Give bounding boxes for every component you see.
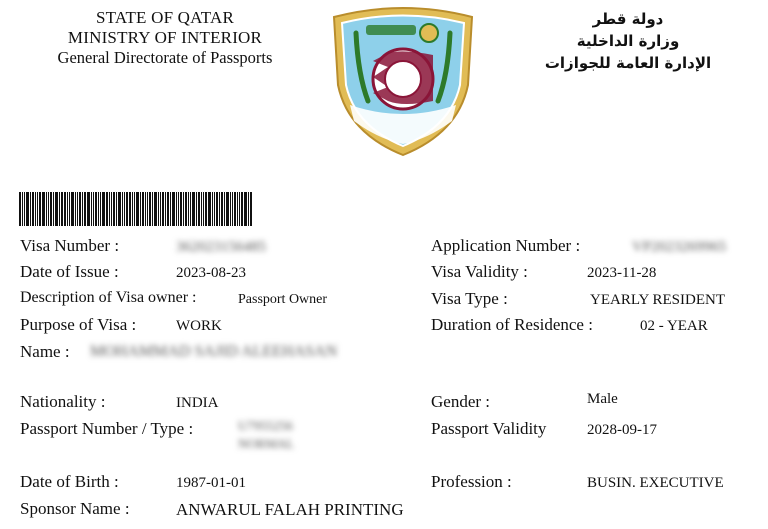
barcode-bar bbox=[59, 192, 60, 226]
barcode-bar bbox=[129, 192, 131, 226]
duration-label: Duration of Residence : bbox=[431, 315, 593, 334]
barcode-bar bbox=[230, 192, 231, 226]
barcode-bar bbox=[132, 192, 133, 226]
barcode-bar bbox=[250, 192, 252, 226]
barcode-bar bbox=[212, 192, 213, 226]
barcode-bar bbox=[145, 192, 146, 226]
barcode-bar bbox=[124, 192, 125, 226]
name-label: Name : bbox=[20, 342, 70, 361]
visa-validity-label: Visa Validity : bbox=[431, 262, 528, 281]
barcode-bar bbox=[226, 192, 229, 226]
barcode-bar bbox=[53, 192, 54, 226]
barcode-bar bbox=[180, 192, 182, 226]
barcode-bar bbox=[216, 192, 218, 226]
barcode-bar bbox=[95, 192, 97, 226]
barcode-bar bbox=[158, 192, 159, 226]
barcode-bar bbox=[113, 192, 115, 226]
barcode-bar bbox=[106, 192, 108, 226]
header-arabic bbox=[518, 8, 738, 74]
profession-value: BUSIN. EXECUTIVE bbox=[587, 475, 724, 491]
barcode-bar bbox=[98, 192, 99, 226]
barcode-bar bbox=[109, 192, 110, 226]
barcode-bar bbox=[19, 192, 21, 226]
passport-type-value: NORMAL bbox=[238, 436, 295, 451]
barcode-bar bbox=[172, 192, 175, 226]
visa-type-label: Visa Type : bbox=[431, 289, 508, 308]
barcode-bar bbox=[46, 192, 47, 226]
barcode bbox=[19, 192, 301, 226]
barcode-bar bbox=[244, 192, 247, 226]
barcode-bar bbox=[167, 192, 169, 226]
barcode-bar bbox=[165, 192, 166, 226]
nationality-label: Nationality : bbox=[20, 392, 106, 411]
barcode-bar bbox=[152, 192, 153, 226]
barcode-bar bbox=[196, 192, 197, 226]
barcode-bar bbox=[61, 192, 63, 226]
barcode-bar bbox=[142, 192, 144, 226]
barcode-bar bbox=[224, 192, 225, 226]
date-of-issue-label: Date of Issue : bbox=[20, 262, 119, 281]
barcode-bar bbox=[82, 192, 83, 226]
gender-value: Male bbox=[587, 391, 618, 407]
nationality-value: INDIA bbox=[176, 395, 219, 411]
barcode-bar bbox=[71, 192, 74, 226]
barcode-bar bbox=[100, 192, 101, 226]
barcode-bar bbox=[64, 192, 66, 226]
barcode-bar bbox=[198, 192, 200, 226]
barcode-bar bbox=[237, 192, 238, 226]
barcode-bar bbox=[136, 192, 139, 226]
name-value: MOHAMMAD SAJID ALEEHASAN bbox=[90, 343, 338, 360]
barcode-bar bbox=[134, 192, 135, 226]
barcode-bar bbox=[160, 192, 161, 226]
barcode-bar bbox=[170, 192, 171, 226]
header-state: STATE OF QATAR bbox=[96, 8, 234, 27]
ministry-of-interior-emblem-icon bbox=[328, 5, 478, 157]
barcode-bar bbox=[122, 192, 123, 226]
profession-label: Profession : bbox=[431, 472, 512, 491]
header-ministry: MINISTRY OF INTERIOR bbox=[67, 28, 263, 47]
barcode-bar bbox=[91, 192, 92, 226]
barcode-bar bbox=[205, 192, 207, 226]
barcode-bar bbox=[69, 192, 70, 226]
barcode-bar bbox=[48, 192, 49, 226]
barcode-bar bbox=[84, 192, 86, 226]
visa-validity-value: 2023-11-28 bbox=[587, 265, 657, 281]
date-of-birth-label: Date of Birth : bbox=[20, 472, 119, 491]
header-arabic-state: دولة قطر bbox=[592, 10, 664, 28]
barcode-bar bbox=[42, 192, 45, 226]
purpose-label: Purpose of Visa : bbox=[20, 315, 137, 334]
barcode-bar bbox=[22, 192, 23, 226]
barcode-bar bbox=[183, 192, 184, 226]
barcode-bar bbox=[50, 192, 52, 226]
barcode-bar bbox=[111, 192, 112, 226]
header-english bbox=[20, 8, 310, 68]
barcode-bar bbox=[203, 192, 204, 226]
passport-number-value: U7955256 bbox=[238, 418, 293, 433]
barcode-bar bbox=[140, 192, 141, 226]
barcode-bar bbox=[126, 192, 128, 226]
application-number-label: Application Number : bbox=[431, 236, 581, 255]
barcode-bar bbox=[208, 192, 211, 226]
barcode-bar bbox=[192, 192, 195, 226]
barcode-bar bbox=[87, 192, 90, 226]
barcode-bar bbox=[149, 192, 151, 226]
barcode-bar bbox=[39, 192, 41, 226]
sponsor-name-label: Sponsor Name : bbox=[20, 499, 130, 518]
barcode-bar bbox=[162, 192, 164, 226]
date-of-issue-value: 2023-08-23 bbox=[176, 265, 246, 281]
duration-value: 02 - YEAR bbox=[640, 318, 708, 334]
barcode-bar bbox=[214, 192, 215, 226]
sponsor-name-value: ANWARUL FALAH PRINTING bbox=[176, 500, 404, 519]
passport-validity-value: 2028-09-17 bbox=[587, 422, 657, 438]
header-arabic-ministry: وزارة الداخلية bbox=[576, 32, 680, 50]
description-label: Description of Visa owner : bbox=[20, 289, 197, 306]
barcode-bar bbox=[26, 192, 29, 226]
barcode-bar bbox=[67, 192, 68, 226]
barcode-bar bbox=[232, 192, 233, 226]
barcode-bar bbox=[154, 192, 157, 226]
barcode-bar bbox=[102, 192, 105, 226]
barcode-bar bbox=[77, 192, 78, 226]
barcode-bar bbox=[116, 192, 117, 226]
barcode-bar bbox=[75, 192, 76, 226]
visa-type-value: YEARLY RESIDENT bbox=[590, 292, 726, 308]
header-arabic-directorate: الإدارة العامة للجوازات bbox=[544, 54, 712, 72]
header-directorate: General Directorate of Passports bbox=[57, 48, 273, 67]
visa-number-label: Visa Number : bbox=[20, 236, 120, 255]
barcode-bar bbox=[35, 192, 36, 226]
passport-number-type-label: Passport Number / Type : bbox=[20, 419, 194, 438]
barcode-bar bbox=[201, 192, 202, 226]
barcode-bar bbox=[234, 192, 236, 226]
barcode-bar bbox=[185, 192, 187, 226]
barcode-bar bbox=[24, 192, 25, 226]
barcode-bar bbox=[176, 192, 177, 226]
barcode-bar bbox=[219, 192, 220, 226]
date-of-birth-value: 1987-01-01 bbox=[176, 475, 246, 491]
barcode-bar bbox=[178, 192, 179, 226]
barcode-bar bbox=[55, 192, 58, 226]
barcode-bar bbox=[93, 192, 94, 226]
description-value: Passport Owner bbox=[238, 292, 328, 307]
barcode-bar bbox=[118, 192, 121, 226]
barcode-bar bbox=[188, 192, 189, 226]
gender-label: Gender : bbox=[431, 392, 491, 411]
barcode-bar bbox=[32, 192, 34, 226]
application-number-value: VP2023269965 bbox=[632, 239, 727, 255]
barcode-bar bbox=[248, 192, 249, 226]
barcode-bar bbox=[190, 192, 191, 226]
purpose-value: WORK bbox=[176, 318, 222, 334]
visa-number-value: 362023156485 bbox=[176, 239, 266, 255]
barcode-bar bbox=[30, 192, 31, 226]
barcode-bar bbox=[239, 192, 240, 226]
barcode-bar bbox=[37, 192, 38, 226]
passport-validity-label: Passport Validity bbox=[431, 419, 547, 438]
barcode-bar bbox=[221, 192, 223, 226]
barcode-bar bbox=[79, 192, 81, 226]
barcode-bar bbox=[147, 192, 148, 226]
barcode-bar bbox=[241, 192, 243, 226]
